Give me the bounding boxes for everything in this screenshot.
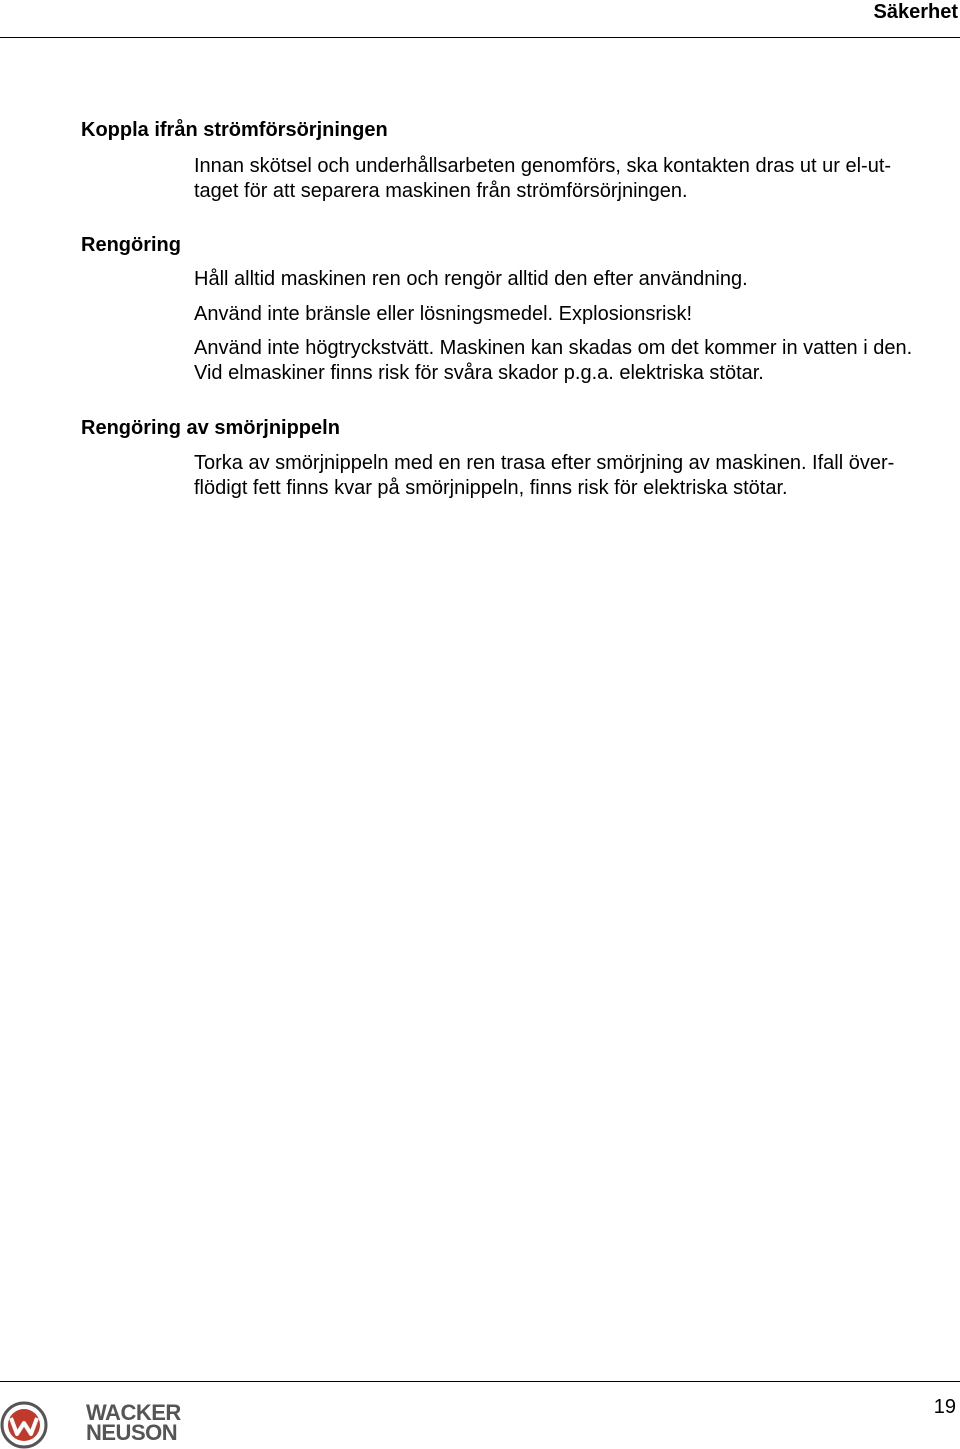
paragraph-cleaning-3 (194, 336, 954, 386)
text-line: Använd inte bränsle eller lösningsmedel. Explosionsrisk! (194, 303, 693, 325)
paragraph-cleaning-1 (194, 267, 954, 292)
text-line: flödigt fett finns kvar på smörjnippeln, finns risk för elektriska stötar. (194, 477, 788, 499)
text-line: Vid elmaskiner finns risk för svåra skador p.g.a. elektriska stötar. (194, 362, 764, 384)
text-line: taget för att separera maskinen från strömförsörjningen. (194, 180, 688, 202)
text-line: Innan skötsel och underhållsarbeten genomförs, ska kontakten dras ut ur el-ut- (194, 155, 892, 177)
paragraph-grease-nipple (194, 451, 954, 501)
text-line: Håll alltid maskinen ren och rengör alltid den efter användning. (194, 268, 748, 290)
paragraph-cleaning-2 (194, 302, 954, 327)
wacker-neuson-logo (86, 1400, 181, 1445)
paragraph-disconnect-power (194, 154, 954, 204)
header-divider (0, 37, 960, 38)
section-heading-grease-nipple: Rengöring av smörjnippeln (81, 417, 340, 439)
wacker-neuson-emblem-icon (0, 1401, 48, 1449)
footer-divider (0, 1381, 960, 1382)
logo-line-2: NEUSON (86, 1420, 178, 1445)
section-heading-cleaning: Rengöring (81, 234, 181, 256)
text-line: Använd inte högtryckstvätt. Maskinen kan skadas om det kommer in vatten i den. (194, 337, 913, 359)
section-heading-disconnect-power: Koppla ifrån strömförsörjningen (81, 119, 388, 141)
logo-line-1: WACKER (86, 1400, 181, 1425)
page-number: 19 (933, 1396, 956, 1418)
page-header-title: Säkerhet (873, 1, 958, 23)
text-line: Torka av smörjnippeln med en ren trasa efter smörjning av maskinen. Ifall över- (194, 452, 895, 474)
